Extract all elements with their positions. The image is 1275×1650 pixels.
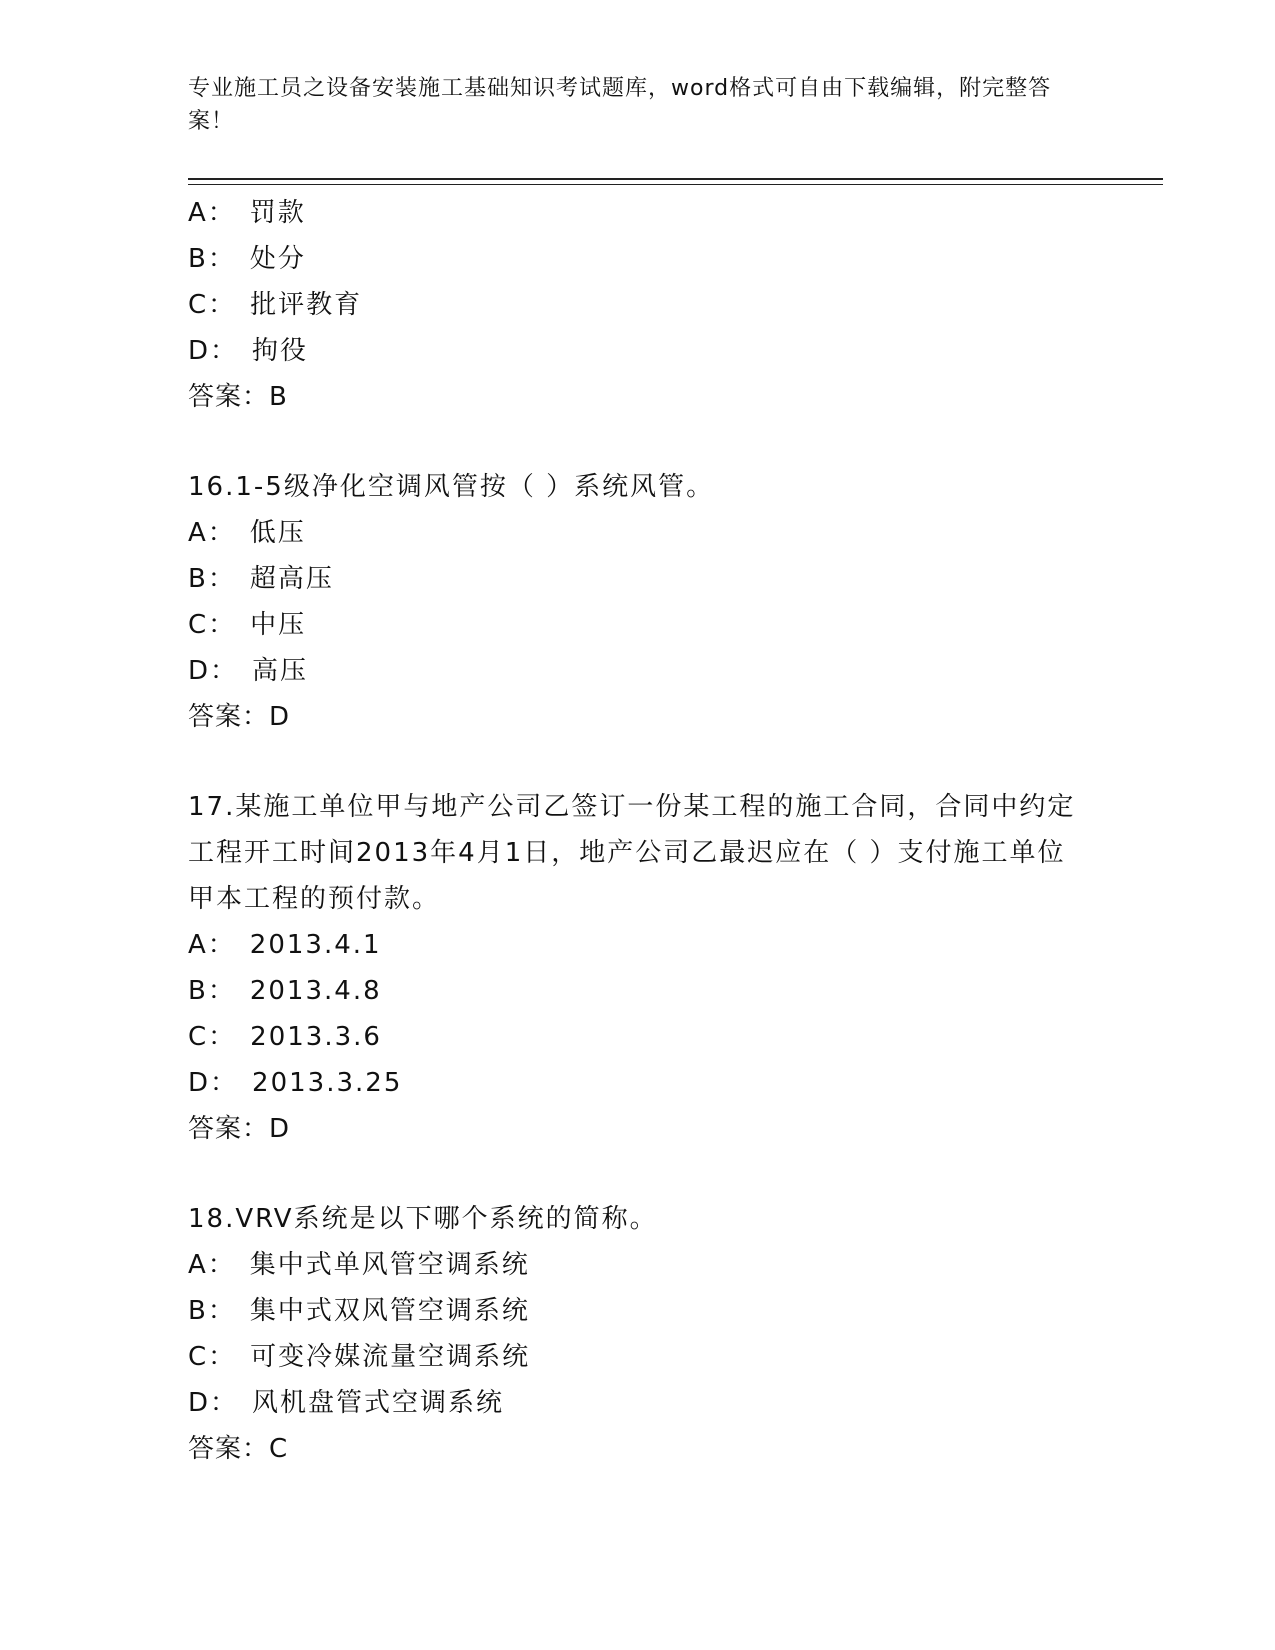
option-d [188,1060,1108,1106]
question-block-18 [188,1196,1108,1472]
option-label: D： [188,1068,239,1098]
option-c [188,282,1108,328]
option-text: 集中式单风管空调系统 [249,1250,530,1280]
answer-line: 答案：B [188,382,288,412]
option-label: B： [188,564,236,594]
option-a [188,510,1108,556]
option-text: 2013.4.8 [249,976,382,1006]
option-text: 可变冷媒流量空调系统 [250,1342,531,1372]
option-c [188,1334,1108,1380]
option-c [188,602,1108,648]
option-d [188,1380,1108,1426]
option-label: B： [188,976,236,1006]
question-stem: 16.1-5级净化空调风管按（ ）系统风管。 [188,472,715,502]
header-rule-top [188,178,1163,180]
option-a [188,1242,1108,1288]
option-label: A： [188,1250,236,1280]
option-text: 中压 [250,610,307,640]
option-label: A： [188,198,236,228]
option-text: 集中式双风管空调系统 [249,1296,530,1326]
option-a [188,922,1108,968]
option-label: C： [188,1022,237,1052]
option-text: 低压 [249,518,306,548]
option-label: D： [188,336,239,366]
question-block-17 [188,784,1108,1152]
option-b [188,1288,1108,1334]
option-label: A： [188,930,236,960]
option-label: A： [188,518,236,548]
answer-line: 答案：D [188,1114,291,1144]
option-text: 2013.3.6 [250,1022,382,1052]
answer-line: 答案：C [188,1434,289,1464]
option-b [188,556,1108,602]
option-a [188,190,1108,236]
option-text: 风机盘管式空调系统 [252,1388,505,1418]
header-rule-bottom [188,184,1163,185]
option-d [188,328,1108,374]
option-text: 2013.3.25 [252,1068,403,1098]
question-block-prev [188,190,1108,420]
option-label: C： [188,290,237,320]
option-b [188,236,1108,282]
option-text: 拘役 [252,336,309,366]
document-header: 专业施工员之设备安装施工基础知识考试题库，word格式可自由下载编辑，附完整答案！ [188,76,1052,134]
question-stem: 18.VRV系统是以下哪个系统的简称。 [188,1204,658,1234]
option-d [188,648,1108,694]
option-text: 超高压 [249,564,334,594]
option-label: D： [188,1388,239,1418]
option-label: B： [188,1296,236,1326]
answer-line: 答案：D [188,702,291,732]
question-block-16 [188,464,1108,740]
option-text: 处分 [249,244,306,274]
option-label: C： [188,1342,237,1372]
option-text: 批评教育 [250,290,363,320]
option-text: 2013.4.1 [249,930,382,960]
option-label: D： [188,656,239,686]
option-label: C： [188,610,237,640]
option-text: 高压 [252,656,309,686]
option-text: 罚款 [249,198,306,228]
option-label: B： [188,244,236,274]
question-stem: 17.某施工单位甲与地产公司乙签订一份某工程的施工合同，合同中约定工程开工时间2013年4月1日，地产公司乙最迟应在（ ）支付施工单位甲本工程的预付款。 [188,792,1076,914]
option-b [188,968,1108,1014]
document-content [188,190,1108,1472]
option-c [188,1014,1108,1060]
